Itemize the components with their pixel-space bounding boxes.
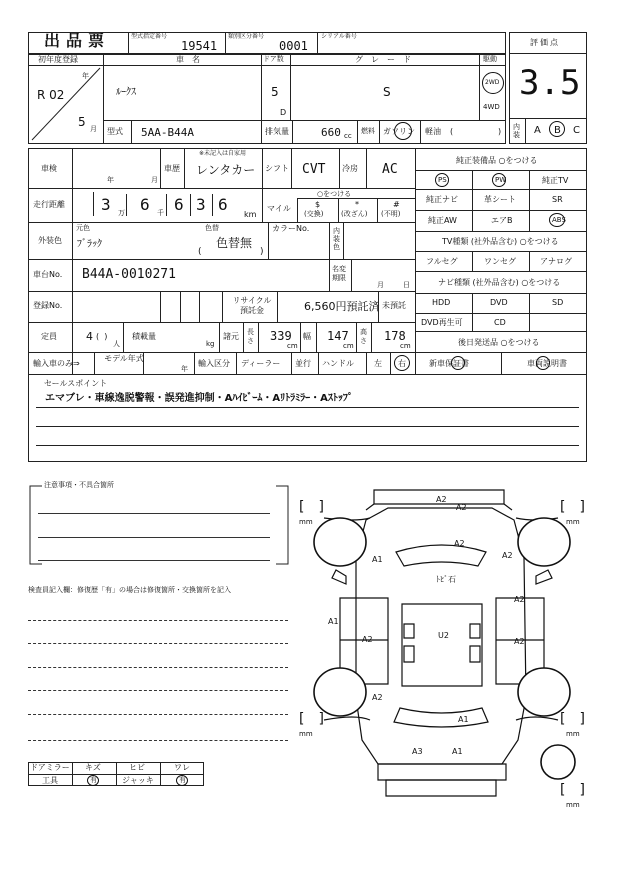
mark-front-a2: A2 [456,503,467,512]
color-no-label: カラーNo. [272,224,310,233]
tools-header-crack: ヒビ [129,763,145,772]
interior-label: 内装 [513,123,520,139]
drive-2wd: 2WD [485,79,500,86]
recycle-value: 6,560円預託済 [304,300,380,313]
chassis-label: 車台No. [33,270,63,279]
mark-rear-bumper-a3: A3 [412,747,423,756]
color-label: 外装色 [38,236,62,245]
inspector-label: 検査員記入欄：修復歴「有」の場合は修復箇所・交換箇所を記入 [28,586,231,594]
dims-label: 諸元 [223,332,239,341]
length-unit: cm [287,342,298,350]
color-change-label: 色替 [205,224,219,232]
navi-dvd-play: DVD再生可 [421,318,463,327]
navi-hdd: HDD [432,298,451,307]
tools-tool-label: 工具 [42,776,58,785]
header-box [28,32,506,54]
later-warranty: 新車保証書 [429,359,469,368]
color-value: ﾌﾞﾗｯｸ [77,239,102,250]
opt-exchange-label: (交換) [304,210,324,218]
equip-pw-circle [492,173,506,187]
ruibetsu-value: 0001 [279,39,308,53]
recycle-label: リサイクル預託金 [232,296,272,315]
shaken-label: 車検 [41,164,57,173]
tv-fullseg: フルセグ [426,257,458,266]
equip-abs: ABS [552,216,566,224]
interior-selected-circle [549,121,565,137]
notes-bracket [28,481,290,566]
handle-right-circle [394,355,410,371]
interior-a: A [534,125,541,136]
mark-hood-a2: A2 [454,539,465,548]
tire-rr-mm: mm [566,730,580,738]
mileage-sen-digit: 6 [140,195,150,214]
shift-label: シフト [265,164,289,173]
shift-value: CVT [302,162,326,177]
drive-4wd: 4WD [483,103,500,111]
mark-rear-a1: A1 [458,715,469,724]
fuel-paren-right: ) [498,127,502,136]
equipment-title: 純正装備品 ○をつける [456,156,538,165]
height-value: 178 [384,329,406,343]
katashiki-label: 型式指定番号 [131,33,168,40]
opt-unknown: # [393,200,400,209]
model-year-unit: 年 [181,365,188,373]
fuel-paren-left: ( [450,127,454,136]
tire-rr-bracket: [ ] [560,711,585,727]
equip-pw: PW [495,176,507,184]
navi-title: ナビ種類 (社外品含む) ○をつける [438,278,561,287]
drive-label: 駆動 [483,55,497,63]
ac-label: 冷房 [342,164,358,173]
color-orig-label: 元色 [76,224,90,232]
tire-spare-bracket: [ ] [560,782,585,798]
grade-value: S [383,85,391,99]
navi-sd: SD [552,298,564,307]
model-value: 5AA-B44A [141,126,194,139]
mark-right-door-a2: A2 [514,595,525,604]
equip-airbag: エアB [491,216,513,225]
sales-label: セールスポイント [44,379,108,388]
mark-windshield-chip: ﾄﾋﾞ石 [436,575,456,584]
tire-fr-mm: mm [566,518,580,526]
equip-leather: 革シート [484,195,516,204]
length-label: 長さ [247,328,254,345]
fuel-circle [394,122,412,140]
tools-jack-circle [176,775,188,786]
height-label: 高さ [360,328,367,345]
length-value: 339 [270,329,292,343]
width-unit: cm [343,342,354,350]
mark-right-front-a2: A2 [502,551,513,560]
displacement-label: 排気量 [265,127,289,136]
shaken-year-unit: 年 [107,176,114,184]
name-change-label: 名変期限 [332,265,346,282]
equip-sr: SR [552,195,563,204]
opt-exchange: $ [315,200,321,209]
later-manual: 車両説明書 [527,359,567,368]
color-change-value: 色替無 [216,236,253,250]
month-unit: 月 [90,125,97,133]
chassis-value: B44A-0010271 [82,267,176,282]
name-change-day: 日 [403,281,410,289]
tire-fl-bracket: [ ] [299,499,324,515]
tire-fl-mm: mm [299,518,313,526]
tools-header-mirror: ドアミラー [30,763,70,772]
era-year: R 02 [37,88,65,102]
sales-text: エマブレ・車線逸脱警報・誤発進抑制・Aﾊｲﾋﾞｰﾑ・Aﾘﾄﾗﾐﾗｰ・Aｽﾄｯﾌﾟ [45,393,353,404]
equip-abs-circle [549,213,565,227]
name-change-month: 月 [377,281,384,289]
later-title: 後日発送品 ○をつける [458,338,540,347]
tools-tool-circle [87,775,99,786]
model-year-label: モデル年式 [104,354,144,363]
mark-right-rear-door-a2: A2 [514,637,525,646]
doors-value: 5 [271,85,279,99]
mark-left-rear-a2: A2 [372,693,383,702]
interior-c: C [573,125,580,136]
load-label: 積載量 [132,332,156,341]
form-title: 出品票 [44,31,111,50]
handle-right: 右 [398,359,406,368]
tools-header-break: ワレ [174,763,190,772]
import-label: 輸入車のみ⇒ [33,359,80,368]
car-damage-diagram [296,478,596,808]
mileage-digit-1: 6 [174,195,184,214]
color-paren-left: ( [198,247,202,257]
usage-label: 車歴 [164,164,180,173]
km-unit: km [244,210,257,219]
serial-label: シリアル番号 [321,33,357,40]
circle-note: ○をつける [317,190,352,198]
reg-month: 5 [78,115,86,129]
import-dealer: ディーラー [241,359,281,368]
import-parallel: 並行 [295,359,311,368]
interior-b: B [554,125,561,136]
mark-front-bumper-a2: A2 [436,495,447,504]
displacement-value: 660 [321,126,341,139]
year-unit: 年 [82,72,89,80]
recycle-status: 未預託 [382,301,406,310]
doors-label: ドア数 [263,55,284,63]
mileage-digit-2: 3 [196,195,206,214]
usage-note: ※未記入は自家用 [199,150,247,157]
score-value: 3.5 [519,63,581,103]
ac-value: AC [382,162,398,177]
equip-ps-circle [435,173,449,187]
handle-left: 左 [374,359,382,368]
shaken-month-unit: 月 [151,176,158,184]
later-warranty-circle [451,356,465,370]
name-label: 車 名 [176,55,200,64]
tools-tool-value: 有 [90,776,97,784]
later-manual-circle [536,356,550,370]
capacity-unit: 人 [113,340,120,348]
mark-left-front-a1: A1 [372,555,383,564]
width-value: 147 [327,329,349,343]
first-reg-label: 初年度登録 [38,55,78,64]
mile-label: マイル [267,204,291,213]
tools-header-scratch: キズ [85,763,101,772]
cc-unit: cc [344,132,352,140]
equip-ps: PS [438,176,447,184]
opt-tamper-label: (改ざん) [341,210,368,218]
mark-left-rear-door-a2: A2 [362,635,373,644]
tools-jack-label: ジャッキ [122,776,154,785]
load-unit: kg [206,340,215,348]
equip-navi: 純正ナビ [426,195,458,204]
notes-label: 注意事項・不具合箇所 [44,481,114,489]
color-paren-right: ) [260,247,264,257]
capacity-label: 定員 [41,332,57,341]
navi-cd: CD [494,318,506,327]
tire-spare-mm: mm [566,801,580,809]
mark-rear-bumper-a1: A1 [452,747,463,756]
mileage-man-digit: 3 [101,195,111,214]
door-type: D [280,108,287,117]
import-type-label: 輸入区分 [198,359,230,368]
model-label: 型式 [107,127,123,136]
tv-oneseg: ワンセグ [484,257,516,266]
tire-fr-bracket: [ ] [560,499,585,515]
katashiki-value: 19541 [181,39,218,53]
fuel-label: 燃料 [361,127,375,135]
interior-color-label: 内装色 [333,227,340,251]
equip-tv: 純正TV [542,176,569,185]
reg-no-label: 登録No. [33,301,63,310]
mark-left-door-a1: A1 [328,617,339,626]
grade-label: グ レ ー ド [355,55,411,64]
ruibetsu-label: 類別区分番号 [228,33,265,40]
mileage-man-unit: 万 [118,209,125,217]
mark-roof-u2: U2 [438,631,449,640]
handle-label: ハンドル [322,359,354,368]
width-label: 幅 [303,332,311,341]
fuel-gasoline: ガソリン [383,127,415,136]
fuel-light-oil: 軽油 [425,127,441,136]
tools-jack-value: 有 [179,776,186,784]
navi-dvd: DVD [490,298,508,307]
usage-value: レンタカー [196,163,256,177]
tv-analog: アナログ [540,257,572,266]
mileage-label: 走行距離 [33,200,65,209]
equip-aw: 純正AW [428,216,457,225]
car-name: ﾙｰｸｽ [116,87,136,98]
mileage-digit-3: 6 [218,195,228,214]
capacity-value: 4 [86,330,93,343]
tv-title: TV種類 (社外品含む) ○をつける [442,237,559,246]
opt-unknown-label: (不明) [381,210,401,218]
height-unit: cm [400,342,411,350]
mileage-sen-unit: 千 [157,209,164,217]
score-label: 評価点 [530,38,560,47]
opt-tamper: * [355,200,359,209]
tire-rl-mm: mm [299,730,313,738]
tire-rl-bracket: [ ] [299,711,324,727]
